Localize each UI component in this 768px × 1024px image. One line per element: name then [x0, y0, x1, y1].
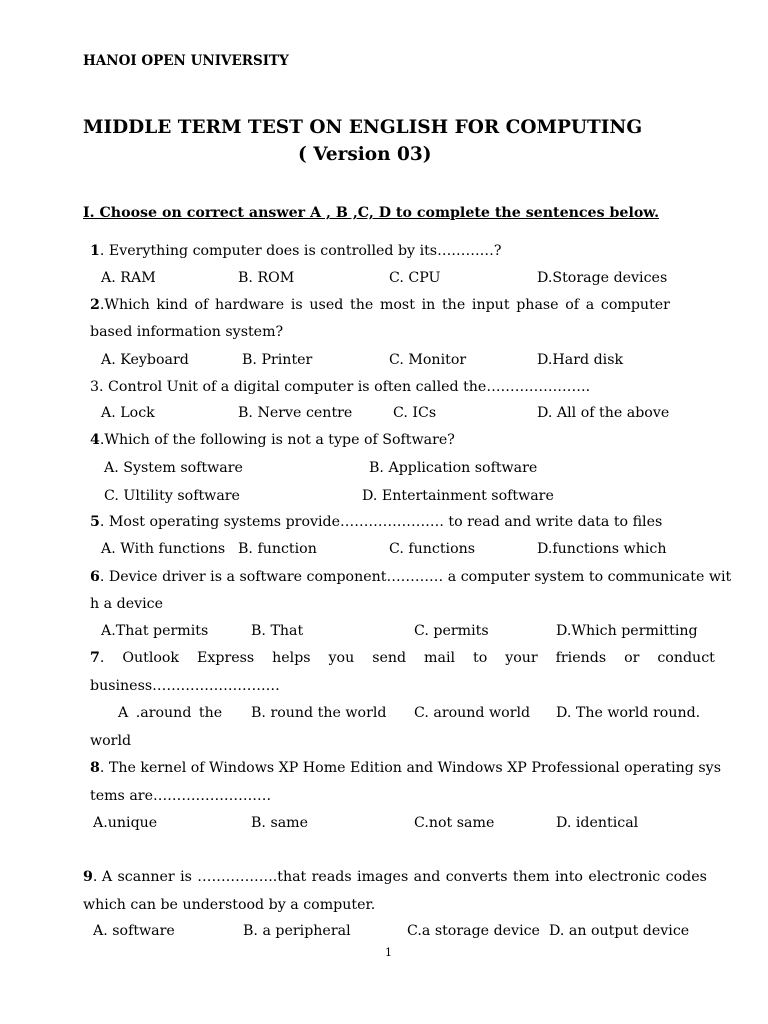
- q5-option-c: C. functions: [389, 541, 476, 557]
- q4-option-d: D. Entertainment software: [362, 488, 554, 504]
- word: images: [357, 869, 409, 885]
- word: used: [309, 297, 344, 313]
- q9-option-d: D. an output device: [549, 923, 690, 939]
- word: a: [585, 297, 595, 313]
- q5-option-d: D.functions which: [537, 541, 667, 557]
- question-3: 3. Control Unit of a digital computer is often called the………………….: [90, 379, 591, 395]
- q6-option-b: B. That: [251, 623, 304, 639]
- question-9-line-1: [83, 869, 707, 885]
- q9-option-b: B. a peripheral: [243, 923, 351, 939]
- word: .Which: [99, 297, 150, 313]
- test-version: ( Version 03): [298, 144, 432, 165]
- word: Express: [197, 650, 255, 666]
- question-8: [90, 760, 721, 776]
- q7-option-c: C. around world: [414, 705, 531, 721]
- question-number: 2: [90, 297, 100, 313]
- word: your: [505, 650, 538, 666]
- q7-option-a-continued: world: [90, 733, 132, 749]
- word: most: [379, 297, 415, 313]
- q4-option-a: A. System software: [104, 460, 243, 476]
- q3-option-c: C. ICs: [393, 405, 437, 421]
- q8-option-c: C.not same: [414, 815, 495, 831]
- question-number: 8: [90, 760, 100, 776]
- q1-option-a: A. RAM: [101, 270, 156, 286]
- word: of: [194, 297, 209, 313]
- word: friends: [555, 650, 607, 666]
- question-text: . The kernel of Windows XP Home Edition and Windows XP Professional operating sys: [99, 760, 721, 776]
- word: and: [413, 869, 441, 885]
- q6-option-a: A.That permits: [101, 623, 209, 639]
- word: conduct: [657, 650, 715, 666]
- q8-option-b: B. same: [251, 815, 309, 831]
- word: converts: [445, 869, 508, 885]
- word: is: [180, 869, 192, 885]
- q4-option-c: C. Ultility software: [104, 488, 240, 504]
- test-title: MIDDLE TERM TEST ON ENGLISH FOR COMPUTING: [83, 117, 643, 138]
- question-text: . Most operating systems provide…………………. to read and write data to files: [99, 514, 663, 530]
- word: of: [565, 297, 580, 313]
- question-6-line-2: h a device: [90, 596, 163, 612]
- question-text: . Everything computer does is controlled by its…………?: [99, 243, 502, 259]
- question-6: [90, 569, 731, 585]
- question-4: [90, 432, 455, 448]
- question-8-line-2: tems are…………………….: [90, 788, 271, 804]
- word: ……………..that: [197, 869, 307, 885]
- q1-option-d: D.Storage devices: [537, 270, 668, 286]
- word: them: [512, 869, 550, 885]
- word: electronic: [588, 869, 661, 885]
- word: in: [421, 297, 436, 313]
- q9-option-a: A. software: [93, 923, 175, 939]
- q6-option-c: C. permits: [414, 623, 489, 639]
- q1-option-b: B. ROM: [238, 270, 295, 286]
- q8-option-d: D. identical: [556, 815, 639, 831]
- word: you: [328, 650, 355, 666]
- question-number: 5: [90, 514, 100, 530]
- question-2-line-1: [90, 297, 670, 313]
- word: reads: [311, 869, 352, 885]
- word: helps: [272, 650, 311, 666]
- word: into: [555, 869, 583, 885]
- q3-option-b: B. Nerve centre: [238, 405, 353, 421]
- question-number: 6: [90, 569, 100, 585]
- q3-option-a: A. Lock: [101, 405, 155, 421]
- question-number: 1: [90, 243, 100, 259]
- q6-option-d: D.Which permitting: [556, 623, 698, 639]
- word: the: [441, 297, 466, 313]
- word: is: [290, 297, 303, 313]
- word: phase: [516, 297, 559, 313]
- q7-option-d: D. The world round.: [556, 705, 701, 721]
- word: computer: [600, 297, 670, 313]
- word: kind: [156, 297, 188, 313]
- question-number: 4: [90, 432, 100, 448]
- question-9-line-2: which can be understood by a computer.: [83, 897, 376, 913]
- question-7-line-2: business………………………: [90, 678, 280, 694]
- word: send: [372, 650, 407, 666]
- word: codes: [665, 869, 707, 885]
- q4-option-b: B. Application software: [369, 460, 538, 476]
- q1-option-c: C. CPU: [389, 270, 441, 286]
- question-7-line-1: [90, 650, 715, 666]
- word: input: [471, 297, 510, 313]
- word: Outlook: [122, 650, 180, 666]
- page-number: 1: [385, 946, 392, 959]
- q5-option-a: A. With functions: [101, 541, 226, 557]
- q2-option-b: B. Printer: [242, 352, 313, 368]
- word: scanner: [117, 869, 175, 885]
- question-1: [90, 243, 501, 259]
- q5-option-b: B. function: [238, 541, 317, 557]
- q9-option-c: C.a storage device: [407, 923, 540, 939]
- word: to: [473, 650, 488, 666]
- q7-option-b: B. round the world: [251, 705, 387, 721]
- word: the: [350, 297, 374, 313]
- q2-option-d: D.Hard disk: [537, 352, 624, 368]
- word: mail: [424, 650, 456, 666]
- q2-option-c: C. Monitor: [389, 352, 467, 368]
- question-text: . Device driver is a software component………… a computer system to communicate wit: [99, 569, 732, 585]
- word: .: [99, 650, 105, 666]
- q2-option-a: A. Keyboard: [101, 352, 189, 368]
- university-name: HANOI OPEN UNIVERSITY: [83, 53, 289, 69]
- question-number: 9: [83, 869, 93, 885]
- question-text: .Which of the following is not a type of Software?: [99, 432, 455, 448]
- q8-option-a: A.unique: [93, 815, 158, 831]
- question-number: 7: [90, 650, 100, 666]
- question-5: [90, 514, 662, 530]
- question-2-line-2: based information system?: [90, 324, 284, 340]
- q7-option-a: A .around the: [118, 705, 223, 721]
- word: . A: [92, 869, 113, 885]
- word: or: [624, 650, 640, 666]
- q3-option-d: D. All of the above: [537, 405, 670, 421]
- word: hardware: [214, 297, 285, 313]
- section-heading: I. Choose on correct answer A , B ,C, D to complete the sentences below.: [83, 205, 660, 221]
